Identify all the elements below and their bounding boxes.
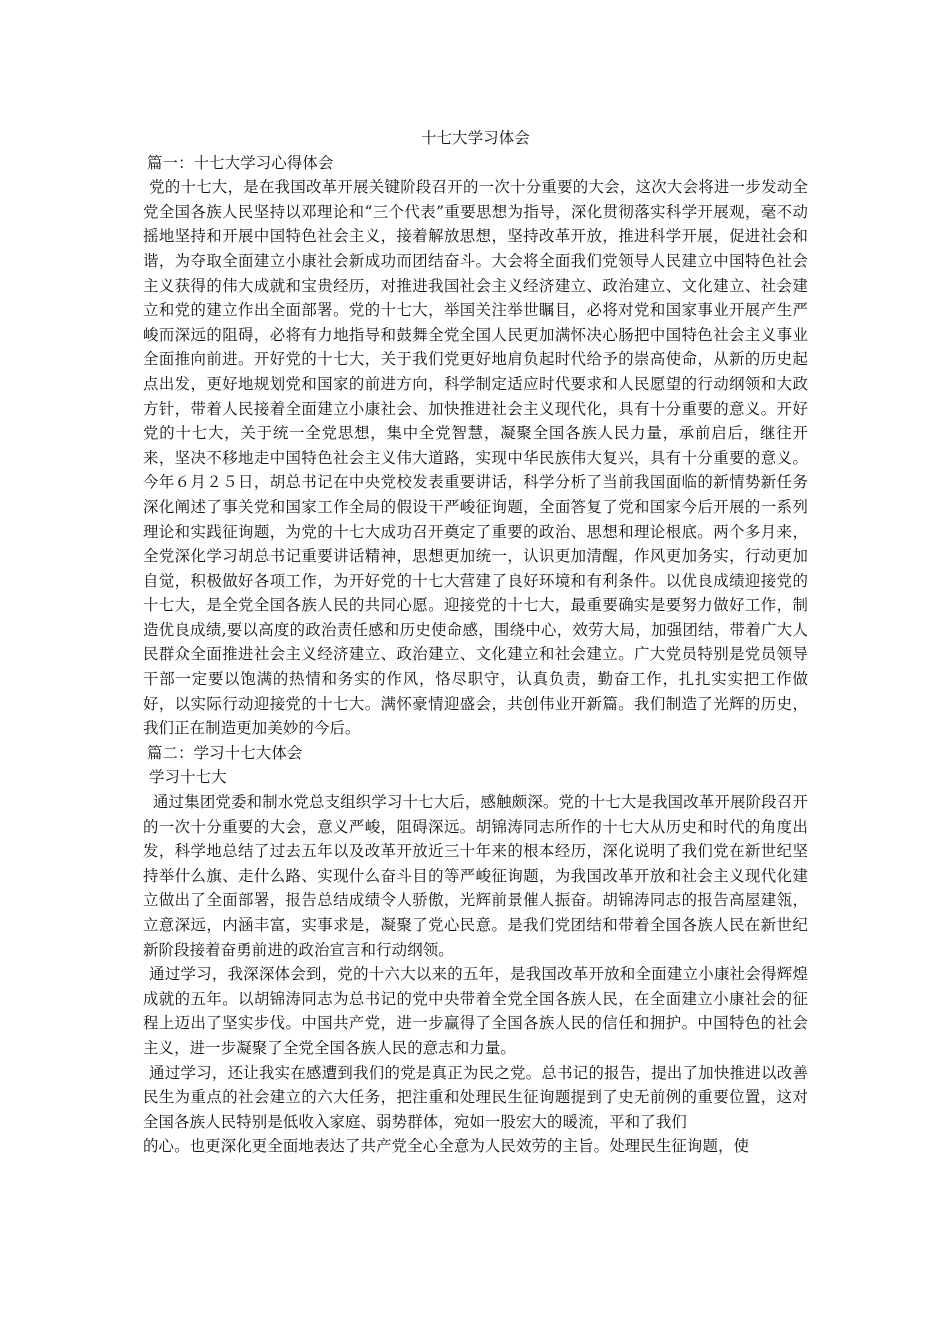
section-2-heading: 篇二：学习十七大体会 [147, 743, 303, 762]
document-page [143, 126, 808, 1159]
section-1-paragraph-text: 党的十七大，是在我国改革开展关键阶段召开的一次十分重要的大会，这次大会将进一步发动全党全国各族人民坚持以邓理论和“三个代表”重要思想为指导，深化贯彻落实科学开展观，毫不动摇地坚持和开展中国特色社会主义，接着解放思想，坚持改革开放，推进科学开展，促进社会和谐，为夺取全面建立小康社会新成功而团结奋斗。大会将全面我们党领导人民建立中国特色社会主义获得的伟大成就和宝贵经历，对推进我国社会主义经济建立、政治建立、文化建立、社会建立和党的建立作出全面部署。党的十七大，举国关注举世瞩目，必将对党和国家事业开展产生严峻而深远的阻碍，必将有力地指导和鼓舞全党全国人民更加满怀决心肠把中国特色社会主义事业全面推向前进。开好党的十七大，关于我们党更好地肩负起时代给予的崇高使命，从新的历史起点出发，更好地规划党和国家的前进方向，科学制定适应时代要求和人民愿望的行动纲领和大政方针，带着人民接着全面建立小康社会、加快推进社会主义现代化，具有十分重要的意义。开好党的十七大，关于统一全党思想，集中全党智慧，凝聚全国各族人民力量，承前启后，继往开来，坚决不移地走中国特色社会主义伟大道路，实现中华民族伟大复兴，具有十分重要的意义。今年６月２５日，胡总书记在中央党校发表重要讲话，科学分析了当前我国面临的新情势新任务深化阐述了事关党和国家工作全局的假设干严峻征询题，全面答复了党和国家今后开展的一系列理论和实践征询题，为党的十七大成功召开奠定了重要的政治、思想和理论根底。两个多月来，全党深化学习胡总书记重要讲话精神，思想更加统一，认识更加清醒，作风更加务实，行动更加自觉，积极做好各项工作，为开好党的十七大营建了良好环境和有利条件。以优良成绩迎接党的十七大，是全党全国各族人民的共同心愿。迎接党的十七大，最重要确实是要努力做好工作，制造优良成绩,要以高度的政治责任感和历史使命感，围绕中心，效劳大局，加强团结，带着广大人民群众全面推进社会主义经济建立、政治建立、文化建立和社会建立。广大党员特别是党员领导干部一定要以饱满的热情和务实的作风，恪尽职守，认真负责，勤奋工作，扎扎实实把工作做好，以实际行动迎接党的十七大。满怀豪情迎盛会，共创伟业开新篇。我们制造了光辉的历史，我们正在制造更加美妙的今后。 [143, 178, 808, 738]
section-2-continuation: 的心。也更深化更全面地表达了共产党全心全意为人民效劳的主旨。处理民生征询题，使 [143, 1137, 750, 1156]
section-1-heading: 篇一：十七大学习心得体会 [147, 153, 334, 172]
section-2-paragraph-3-text: 通过学习，还让我实在感遭到我们的党是真正为民之党。总书记的报告，提出了加快推进以改善民生为重点的社会建立的六大任务，把注重和处理民生征询题提到了史无前例的重要位置，这对全国各族人民特别是低收入家庭、弱势群体，宛如一股宏大的暖流，平和了我们 [143, 1063, 808, 1131]
section-2-subheading: 学习十七大 [149, 768, 227, 787]
document-title: 十七大学习体会 [421, 129, 530, 147]
section-2-paragraph-2-text: 通过学习，我深深体会到，党的十六大以来的五年，是我国改革开放和全面建立小康社会得辉煌成就的五年。以胡锦涛同志为总书记的党中央带着全党全国各族人民，在全面建立小康社会的征程上迈出了坚实步伐。中国共产党，进一步赢得了全国各族人民的信任和拥护。中国特色的社会主义，进一步凝聚了全党全国各族人民的意志和力量。 [143, 965, 808, 1057]
section-2-paragraph-1 [143, 790, 808, 962]
section-2-paragraph-2 [143, 962, 808, 1060]
section-1-paragraph [143, 175, 808, 741]
section-2-paragraph-3 [143, 1061, 808, 1135]
section-2-paragraph-1-text: 通过集团党委和制水党总支组织学习十七大后，感触颇深。党的十七大是我国改革开展阶段召开的一次十分重要的大会，意义严峻，阻碍深远。胡锦涛同志所作的十七大从历史和时代的角度出发，科学地总结了过去五年以及改革开放近三十年来的根本经历，深化说明了我们党在新世纪坚持举什么旗、走什么路、实现什么奋斗目的等严峻征询题，为我国改革开放和社会主义现代化建立做出了全面部署，报告总结成绩令人骄傲，光辉前景催人振奋。胡锦涛同志的报告高屋建瓴，立意深远，内涵丰富，实事求是，凝聚了党心民意。是我们党团结和带着全国各族人民在新世纪新阶段接着奋勇前进的政治宣言和行动纲领。 [143, 793, 808, 959]
